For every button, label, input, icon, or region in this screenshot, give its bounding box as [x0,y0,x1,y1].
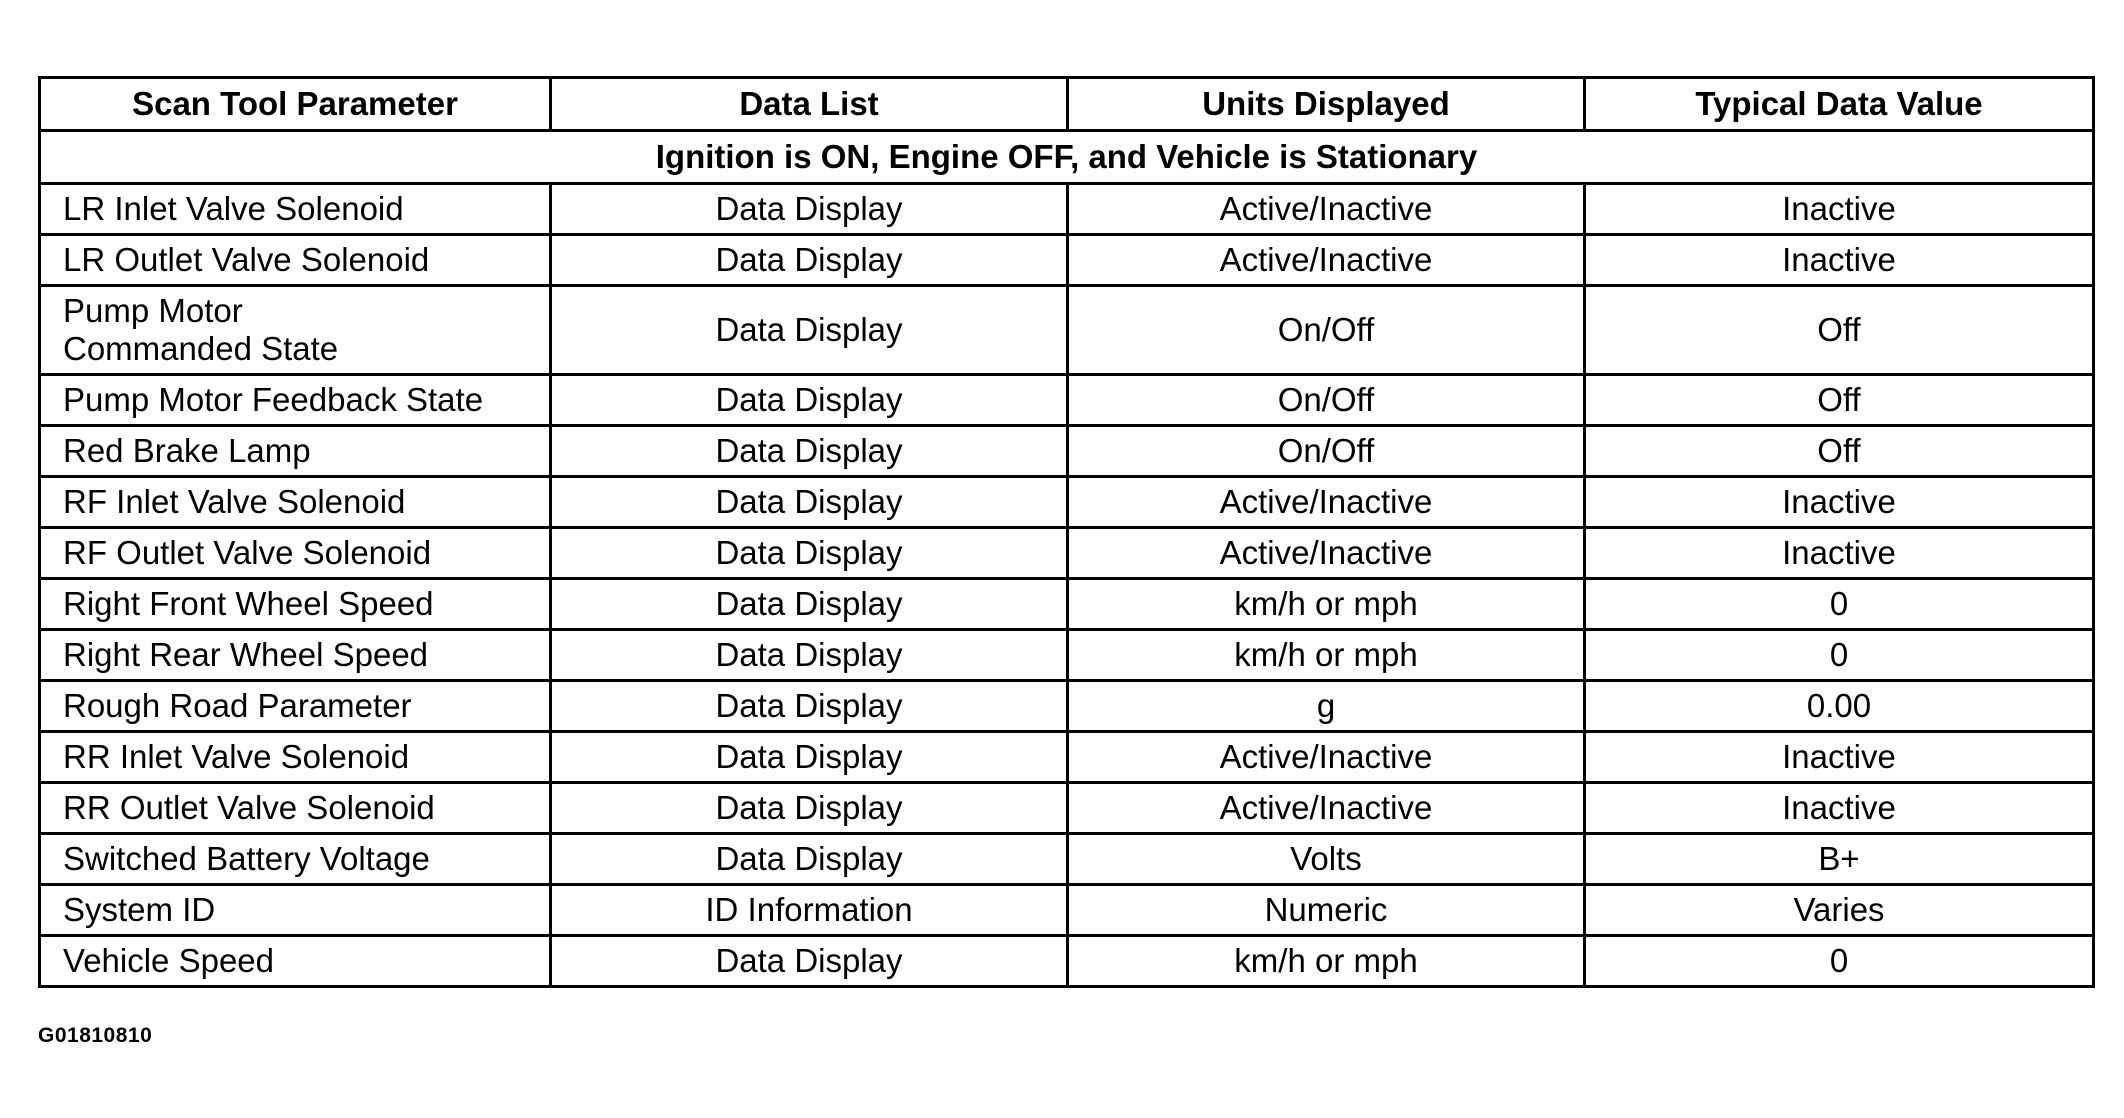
cell-data-list: Data Display [551,783,1068,834]
table-row [40,375,2094,426]
cell-units: km/h or mph [1068,579,1585,630]
cell-data-list: Data Display [551,528,1068,579]
cell-typical-value: 0.00 [1585,681,2094,732]
cell-units: Active/Inactive [1068,783,1585,834]
table-row [40,235,2094,286]
table-row [40,732,2094,783]
table-row [40,477,2094,528]
cell-data-list: Data Display [551,375,1068,426]
cell-parameter: RF Outlet Valve Solenoid [40,528,551,579]
figure-id: G01810810 [38,1024,153,1047]
cell-data-list: Data Display [551,681,1068,732]
cell-typical-value: Off [1585,375,2094,426]
cell-data-list: Data Display [551,936,1068,987]
cell-data-list: Data Display [551,732,1068,783]
cell-data-list: Data Display [551,834,1068,885]
cell-data-list: Data Display [551,477,1068,528]
cell-parameter: Right Front Wheel Speed [40,579,551,630]
cell-parameter: Red Brake Lamp [40,426,551,477]
cell-typical-value: 0 [1585,630,2094,681]
table-row [40,630,2094,681]
cell-typical-value: 0 [1585,579,2094,630]
cell-units: Volts [1068,834,1585,885]
cell-data-list: Data Display [551,235,1068,286]
cell-parameter: LR Inlet Valve Solenoid [40,184,551,235]
cell-typical-value: Inactive [1585,783,2094,834]
section-row [40,131,2094,184]
cell-units: Active/Inactive [1068,528,1585,579]
cell-typical-value: Inactive [1585,184,2094,235]
cell-data-list: Data Display [551,184,1068,235]
cell-typical-value: Off [1585,286,2094,375]
cell-units: Active/Inactive [1068,732,1585,783]
cell-typical-value: Inactive [1585,235,2094,286]
scan-tool-data-table [38,76,2095,988]
cell-parameter: Pump Motor Feedback State [40,375,551,426]
scan-tool-data-table-container [38,76,2092,988]
table-row [40,184,2094,235]
cell-typical-value: 0 [1585,936,2094,987]
cell-units: On/Off [1068,426,1585,477]
cell-data-list: ID Information [551,885,1068,936]
table-header-row [40,78,2094,131]
cell-units: Active/Inactive [1068,235,1585,286]
cell-parameter: Rough Road Parameter [40,681,551,732]
cell-parameter: Right Rear Wheel Speed [40,630,551,681]
cell-data-list: Data Display [551,579,1068,630]
header-scan-tool-parameter: Scan Tool Parameter [40,78,551,131]
cell-units: Active/Inactive [1068,477,1585,528]
cell-parameter: LR Outlet Valve Solenoid [40,235,551,286]
header-typical-data-value: Typical Data Value [1585,78,2094,131]
cell-parameter: RR Outlet Valve Solenoid [40,783,551,834]
table-row [40,681,2094,732]
cell-parameter: Vehicle Speed [40,936,551,987]
cell-parameter: Pump Motor Commanded State [40,286,551,375]
cell-typical-value: Inactive [1585,477,2094,528]
cell-units: Active/Inactive [1068,184,1585,235]
cell-parameter: RR Inlet Valve Solenoid [40,732,551,783]
cell-units: Numeric [1068,885,1585,936]
cell-units: On/Off [1068,375,1585,426]
table-row [40,528,2094,579]
cell-parameter: System ID [40,885,551,936]
header-data-list: Data List [551,78,1068,131]
table-row [40,834,2094,885]
cell-units: On/Off [1068,286,1585,375]
table-row [40,783,2094,834]
cell-typical-value: Varies [1585,885,2094,936]
cell-units: g [1068,681,1585,732]
cell-units: km/h or mph [1068,936,1585,987]
cell-data-list: Data Display [551,630,1068,681]
table-row [40,885,2094,936]
cell-parameter: RF Inlet Valve Solenoid [40,477,551,528]
cell-typical-value: Off [1585,426,2094,477]
cell-units: km/h or mph [1068,630,1585,681]
header-units-displayed: Units Displayed [1068,78,1585,131]
cell-typical-value: B+ [1585,834,2094,885]
cell-data-list: Data Display [551,286,1068,375]
cell-typical-value: Inactive [1585,732,2094,783]
cell-parameter: Switched Battery Voltage [40,834,551,885]
cell-data-list: Data Display [551,426,1068,477]
cell-typical-value: Inactive [1585,528,2094,579]
table-row [40,286,2094,375]
table-row [40,426,2094,477]
section-title: Ignition is ON, Engine OFF, and Vehicle is Stationary [40,131,2094,184]
table-row [40,579,2094,630]
table-row [40,936,2094,987]
